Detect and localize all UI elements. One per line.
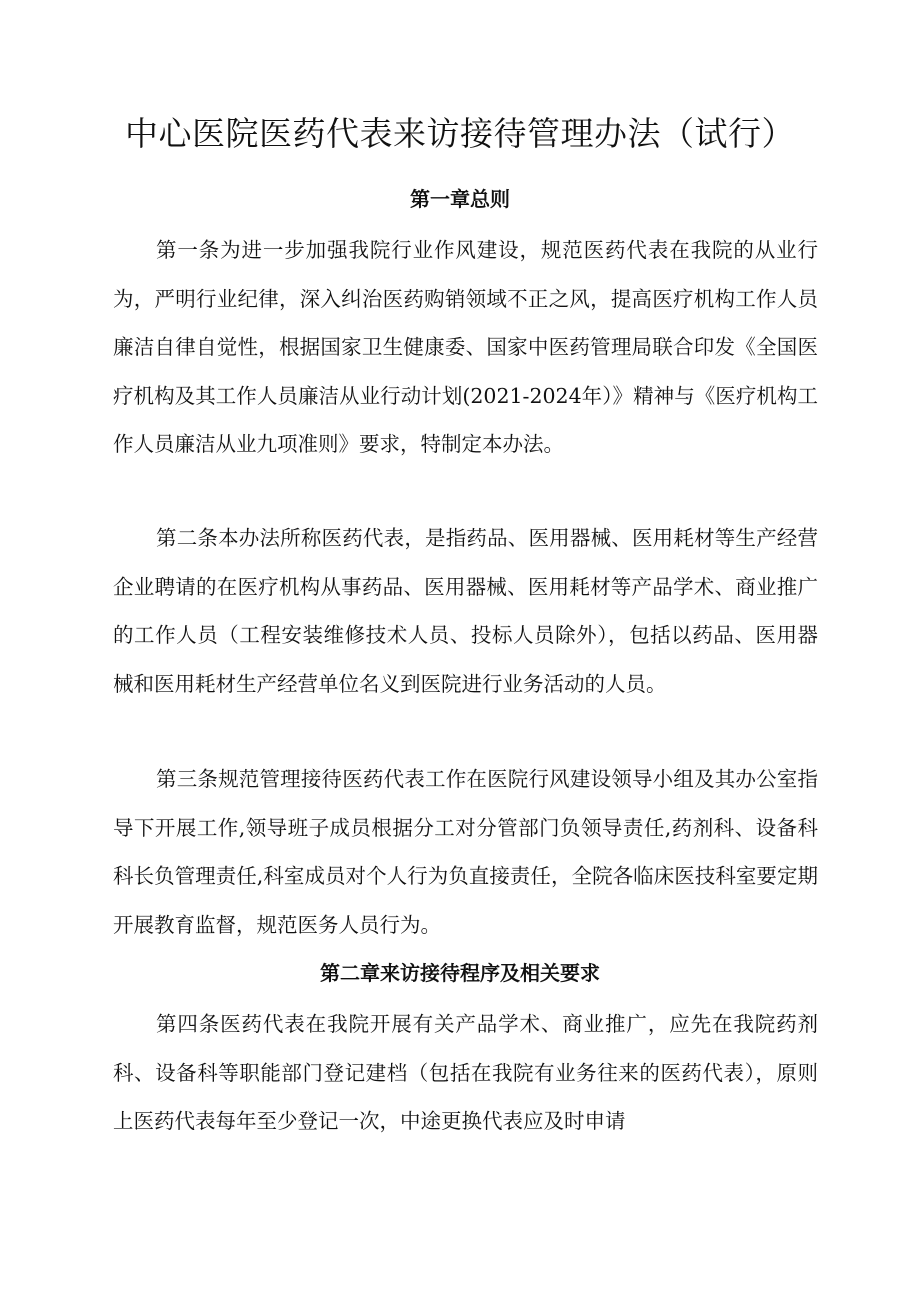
chapter-1-heading: 第一章总则 [410,187,510,211]
document-title: 中心医院医药代表来访接待管理办法（试行） [125,114,795,153]
article-1: 第一条为进一步加强我院行业作风建设，规范医药代表在我院的从业行为，严明行业纪律，深入纠治医药购销领域不正之风，提高医疗机构工作人员廉洁自律自觉性，根据国家卫生健康委、国家中医药管理局联合印发《全国医疗机构及其工作人员廉洁从业行动计划(2021-2024年）》精神与《医疗机构工作人员廉洁从业九项准则》要求，特制定本办法。 [113,238,818,456]
article-2: 第二条本办法所称医药代表，是指药品、医用器械、医用耗材等生产经营企业聘请的在医疗机构从事药品、医用器械、医用耗材等产品学术、商业推广的工作人员（工程安装维修技术人员、投标人员除外），包括以药品、医用器械和医用耗材生产经营单位名义到医院进行业务活动的人员。 [113,526,818,696]
article-4: 第四条医药代表在我院开展有关产品学术、商业推广，应先在我院药剂科、设备科等职能部门登记建档（包括在我院有业务往来的医药代表），原则上医药代表每年至少登记一次，中途更换代表应及时申请 [113,1012,818,1133]
article-3: 第三条规范管理接待医药代表工作在医院行风建设领导小组及其办公室指导下开展工作,领导班子成员根据分工对分管部门负领导责任,药剂科、设备科科长负管理责任,科室成员对个人行为负直接责任，全院各临床医技科室要定期开展教育监督，规范医务人员行为。 [113,767,818,937]
chapter-2-heading: 第二章来访接待程序及相关要求 [320,961,600,985]
